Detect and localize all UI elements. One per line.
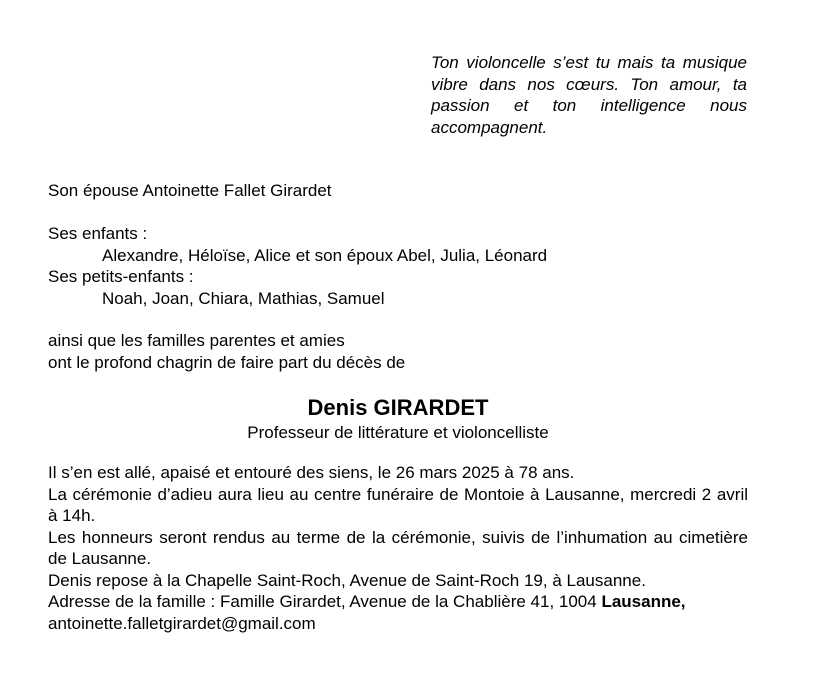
address-city: Lausanne, xyxy=(601,592,686,611)
honours-info: Les honneurs seront rendus au terme de la cérémonie, suivis de l’inhumation au cimetière de Lausanne. xyxy=(48,527,748,568)
epigraph-quote: Ton violoncelle s’est tu mais ta musique vibre dans nos cœurs. Ton amour, ta passion et ton intelligence nous accompagnent. xyxy=(431,53,747,137)
announcement-line-2: ont le profond chagrin de faire part du décès de xyxy=(48,352,406,372)
funeral-details xyxy=(48,462,748,634)
grandchildren-label: Ses petits-enfants : xyxy=(48,267,194,286)
deceased-name: Denis GIRARDET xyxy=(307,395,489,420)
address-text: Adresse de la famille : Famille Girardet, Avenue de la Chablière 41, 1004 xyxy=(48,592,602,611)
passing-statement: Il s’en est allé, apaisé et entouré des siens, le 26 mars 2025 à 78 ans. xyxy=(48,463,575,482)
grandchildren-names: Noah, Joan, Chiara, Mathias, Samuel xyxy=(102,288,385,308)
children-names: Alexandre, Héloïse, Alice et son époux Abel, Julia, Léonard xyxy=(102,245,548,265)
announcement xyxy=(48,330,748,373)
announcement-line-1: ainsi que les familles parentes et amies xyxy=(48,331,345,350)
children-label: Ses enfants : xyxy=(48,224,148,243)
ceremony-info: La cérémonie d’adieu aura lieu au centre funéraire de Montoie à Lausanne, mercredi 2 avril à 14h. xyxy=(48,484,748,525)
family-list xyxy=(48,223,748,309)
spouse-line: Son épouse Antoinette Fallet Girardet xyxy=(48,181,332,200)
deceased-profession: Professeur de littérature et violoncelliste xyxy=(247,423,549,442)
chapel-info: Denis repose à la Chapelle Saint-Roch, Avenue de Saint-Roch 19, à Lausanne. xyxy=(48,570,646,590)
family-address xyxy=(48,591,748,613)
family-email: antoinette.falletgirardet@gmail.com xyxy=(48,613,316,633)
